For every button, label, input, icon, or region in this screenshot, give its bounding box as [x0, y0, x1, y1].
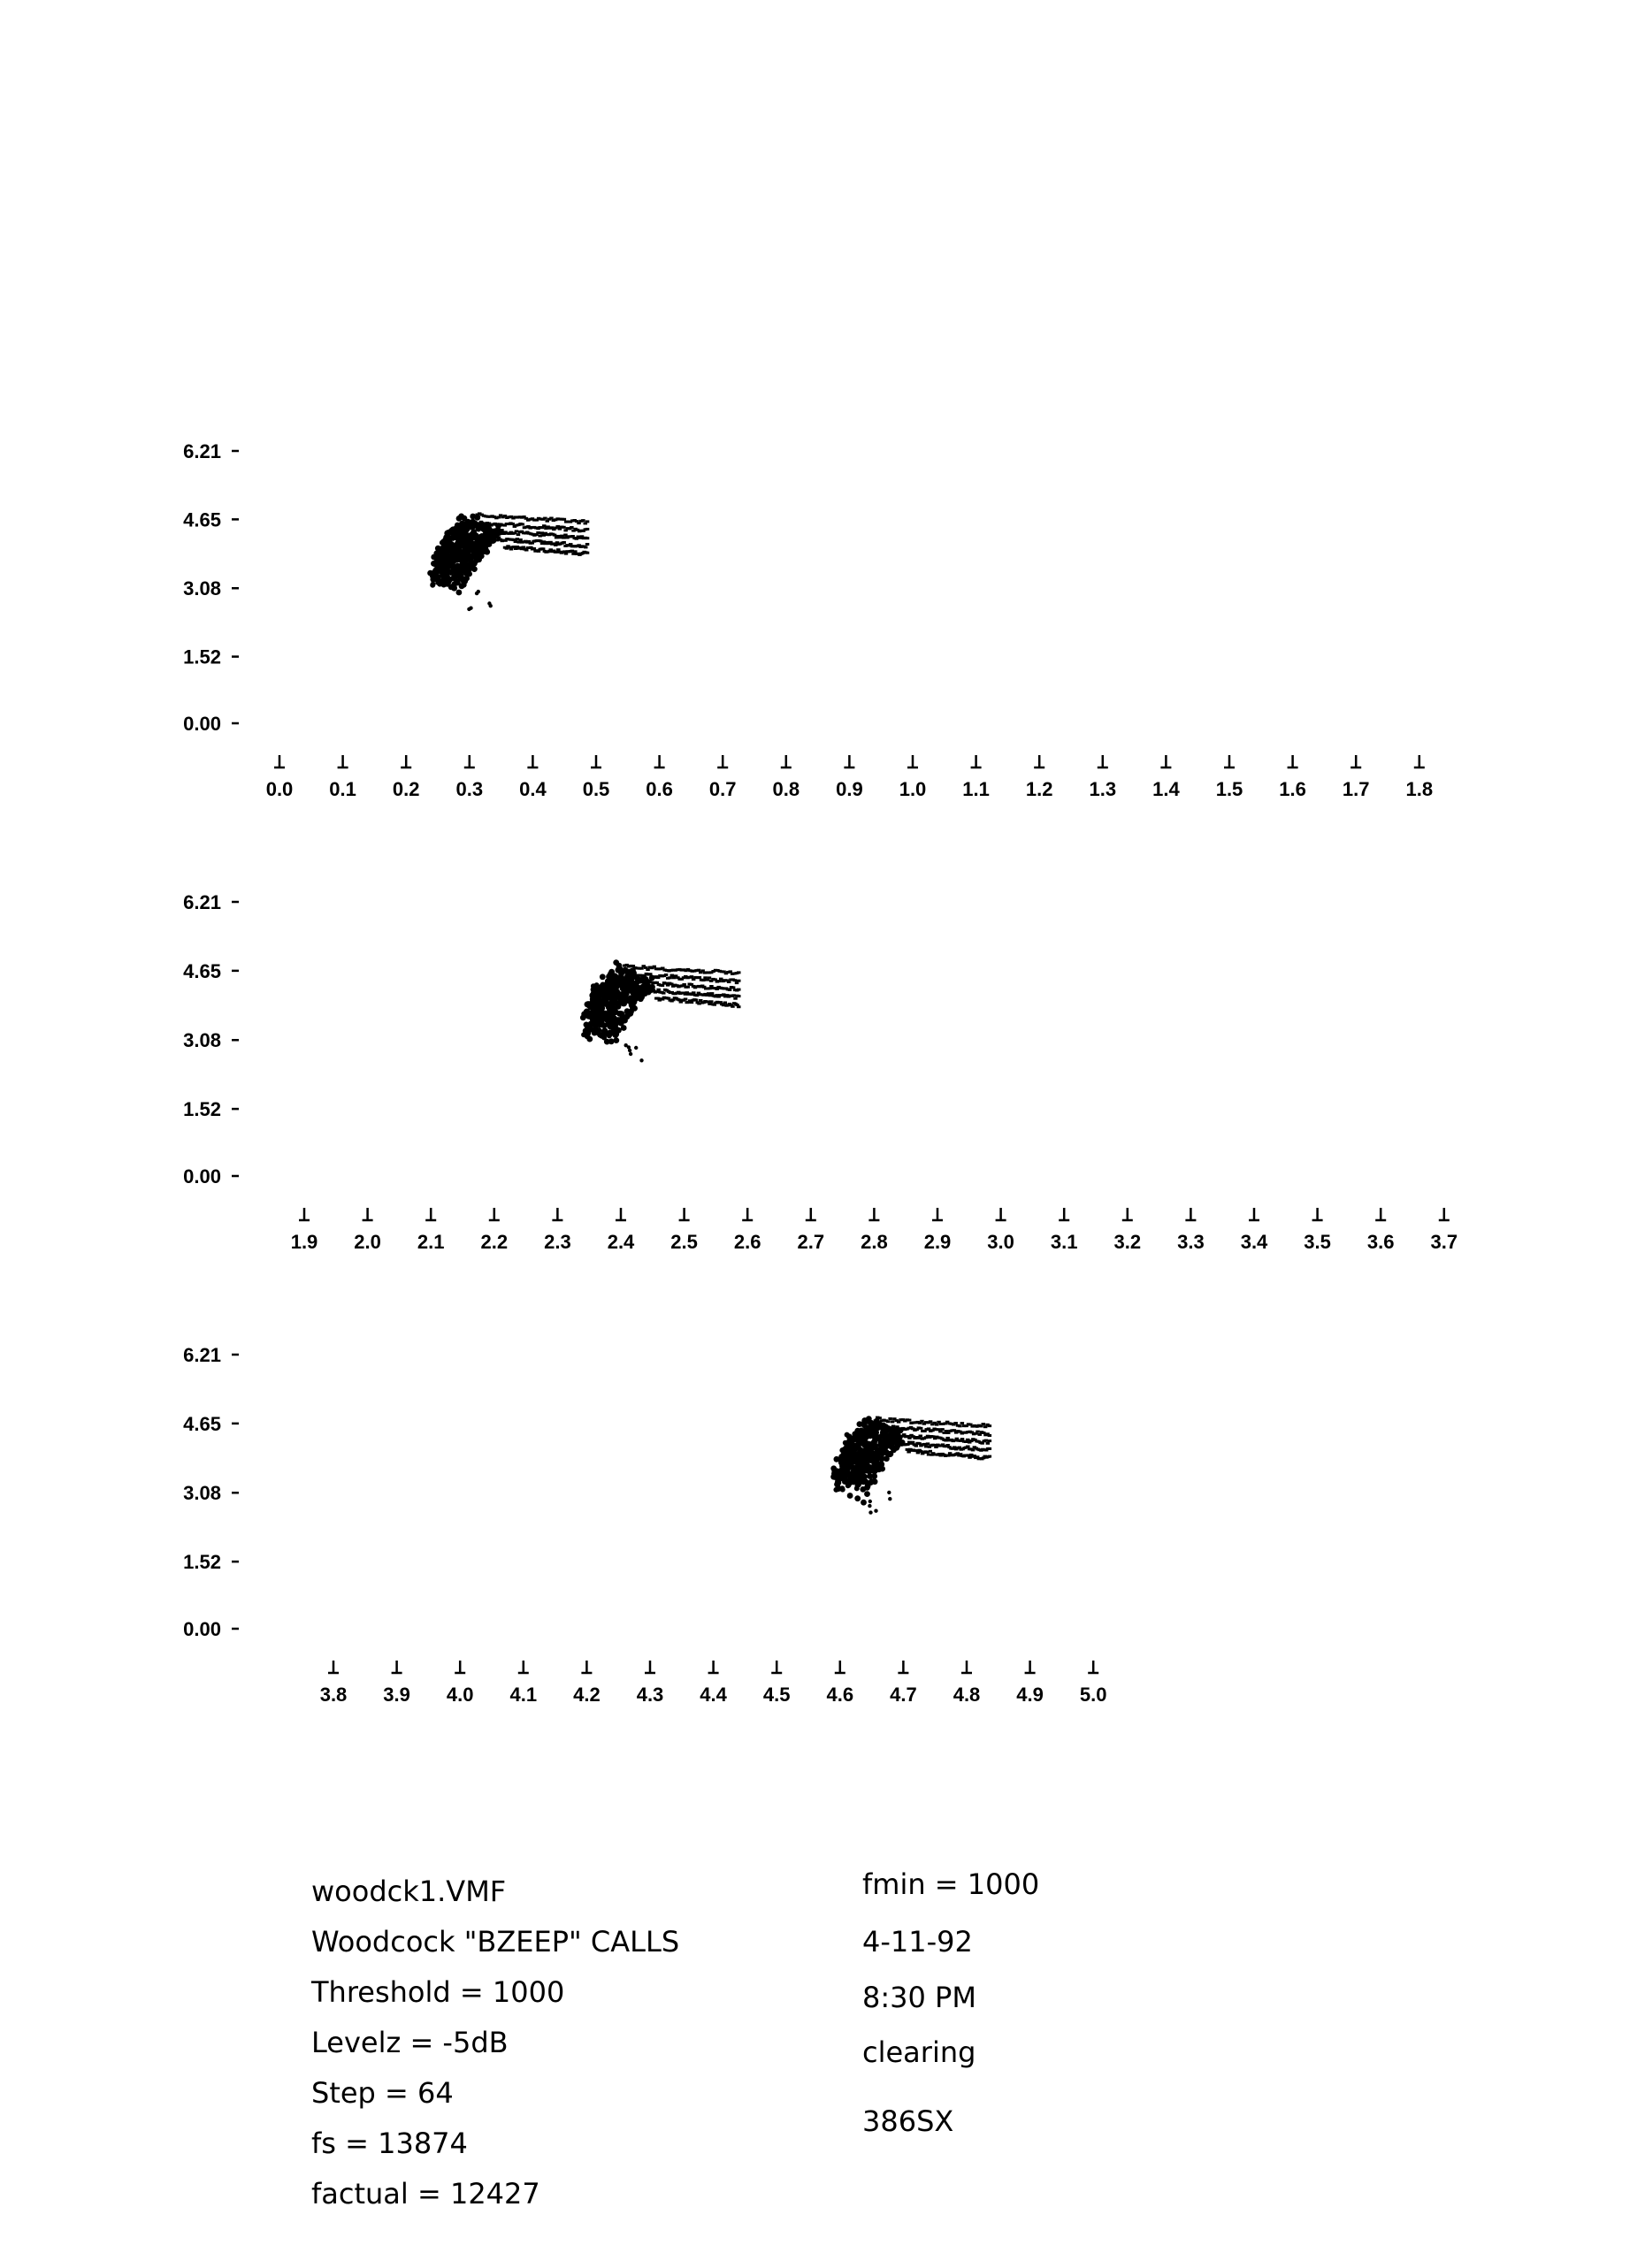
x-tick-label: 4.3 [636, 1684, 664, 1706]
x-tick-label: 3.6 [1366, 1231, 1395, 1253]
x-tick-label: 2.8 [861, 1231, 888, 1253]
x-tick-label: 3.5 [1304, 1231, 1331, 1253]
note-right-line: 8:30 PM [862, 1981, 976, 2014]
x-tick-label: 1.1 [962, 778, 990, 800]
y-tick-label: 1.52 [183, 1098, 221, 1121]
x-tick-label: 4.0 [446, 1684, 474, 1706]
x-tick-label: 0.9 [836, 778, 863, 800]
y-tick-label: 4.65 [183, 1412, 221, 1435]
x-tick-label: 1.8 [1405, 778, 1434, 800]
y-tick-label: 6.21 [183, 891, 221, 913]
call-trace [427, 512, 589, 611]
x-tick-label: 0.3 [455, 778, 484, 800]
x-tick-label: 0.7 [708, 778, 737, 800]
x-tick-label: 0.1 [329, 778, 356, 800]
x-tick-label: 2.3 [544, 1231, 571, 1253]
note-left-line: Levelz = -5dB [311, 2026, 509, 2059]
chart-panel-2 [183, 891, 1458, 1253]
x-tick-label: 4.4 [700, 1684, 727, 1706]
x-tick-label: 4.9 [1016, 1684, 1044, 1706]
handwritten-notes [310, 1867, 1039, 2211]
x-tick-label: 1.6 [1279, 778, 1306, 800]
x-tick-label: 2.7 [797, 1231, 825, 1253]
note-left-line: fs = 13874 [311, 2127, 468, 2160]
y-tick-label: 6.21 [183, 440, 221, 462]
x-tick-label: 1.2 [1025, 778, 1053, 800]
x-tick-label: 4.6 [826, 1684, 854, 1706]
x-tick-label: 1.3 [1089, 778, 1117, 800]
x-tick-label: 4.1 [509, 1684, 538, 1706]
chart-panel-3 [183, 1344, 1106, 1706]
x-tick-label: 1.5 [1215, 778, 1243, 800]
x-tick-label: 2.9 [923, 1231, 952, 1253]
x-tick-label: 1.4 [1152, 778, 1180, 800]
y-tick-label: 4.65 [183, 508, 221, 531]
note-left-line: factual = 12427 [311, 2177, 540, 2211]
x-tick-label: 3.7 [1430, 1231, 1458, 1253]
x-tick-label: 2.6 [733, 1231, 761, 1253]
x-tick-label: 0.4 [519, 778, 547, 800]
x-tick-label: 5.0 [1079, 1684, 1107, 1706]
y-tick-label: 3.08 [183, 1482, 221, 1505]
x-tick-label: 0.5 [582, 778, 610, 800]
x-tick-label: 2.1 [417, 1231, 445, 1253]
x-tick-label: 2.5 [670, 1231, 698, 1253]
x-tick-label: 2.0 [354, 1231, 381, 1253]
y-tick-label: 1.52 [183, 1551, 221, 1574]
x-tick-label: 3.8 [319, 1684, 348, 1706]
x-tick-label: 2.2 [480, 1231, 509, 1253]
y-tick-label: 1.52 [183, 645, 221, 668]
note-right-line: fmin = 1000 [862, 1867, 1040, 1901]
x-tick-label: 3.1 [1050, 1231, 1078, 1253]
x-tick-label: 3.9 [383, 1684, 410, 1706]
x-tick-label: 4.5 [762, 1684, 791, 1706]
x-tick-label: 4.7 [890, 1684, 917, 1706]
note-right-line: 4-11-92 [862, 1925, 973, 1959]
note-left-line: woodck1.VMF [311, 1875, 507, 1908]
y-tick-label: 0.00 [183, 1618, 221, 1640]
y-tick-label: 6.21 [183, 1344, 221, 1366]
y-tick-label: 4.65 [183, 959, 221, 982]
y-tick-label: 3.08 [183, 577, 221, 600]
x-tick-label: 3.3 [1177, 1231, 1205, 1253]
y-tick-label: 0.00 [183, 1165, 221, 1187]
x-tick-label: 3.2 [1113, 1231, 1142, 1253]
note-left-line: Threshold = 1000 [311, 1975, 565, 2009]
note-right-line: clearing [862, 2035, 976, 2069]
x-tick-label: 1.0 [899, 778, 927, 800]
x-tick-label: 0.8 [772, 778, 800, 800]
x-tick-label: 2.4 [607, 1231, 635, 1253]
x-tick-label: 1.7 [1342, 778, 1370, 800]
x-tick-label: 4.8 [953, 1684, 981, 1706]
note-left-line: Woodcock "BZEEP" CALLS [311, 1925, 680, 1959]
note-right-line: 386SX [862, 2104, 954, 2138]
x-tick-label: 4.2 [573, 1684, 601, 1706]
x-tick-label: 0.2 [392, 778, 420, 800]
y-tick-label: 0.00 [183, 713, 221, 735]
chart-panel-1 [183, 440, 1433, 800]
call-trace [830, 1416, 991, 1515]
x-tick-label: 3.4 [1240, 1231, 1268, 1253]
x-tick-label: 0.0 [265, 778, 294, 800]
x-tick-label: 1.9 [290, 1231, 318, 1253]
note-left-line: Step = 64 [311, 2076, 454, 2110]
x-tick-label: 3.0 [987, 1231, 1014, 1253]
y-tick-label: 3.08 [183, 1029, 221, 1052]
call-trace [580, 959, 741, 1062]
x-tick-label: 0.6 [646, 778, 673, 800]
